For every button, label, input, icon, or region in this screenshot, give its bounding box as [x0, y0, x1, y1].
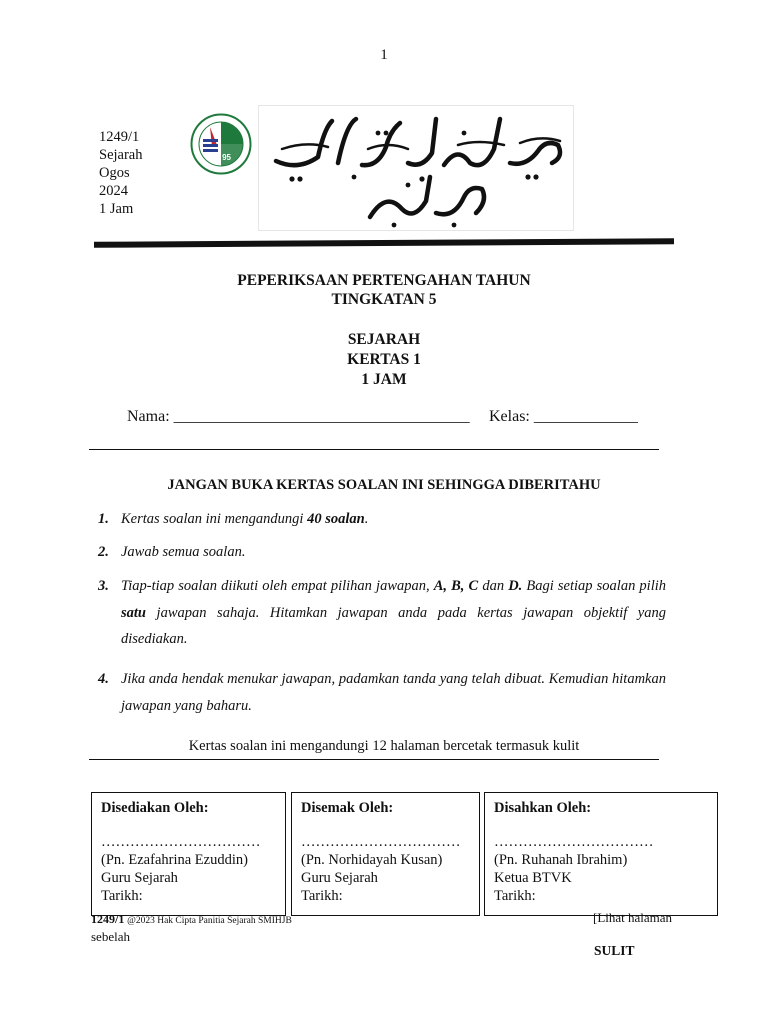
- signature-line: ……………………………: [494, 834, 654, 850]
- instruction-3: [98, 573, 666, 653]
- prepared-by-box: [91, 792, 286, 916]
- class-label: Kelas:: [489, 408, 530, 425]
- name-field[interactable]: [127, 408, 470, 426]
- instruction-number: 4.: [98, 671, 109, 687]
- box-title: Disahkan Oleh:: [494, 800, 592, 816]
- instruction-emphasis: 40 soalan: [307, 511, 365, 527]
- box-title: Disediakan Oleh:: [101, 800, 209, 816]
- warning-notice: JANGAN BUKA KERTAS SOALAN INI SEHINGGA DIBERITAHU: [167, 477, 601, 493]
- meta-month: Ogos: [99, 165, 130, 181]
- instruction-text: Tiap-tiap soalan diikuti oleh empat pilihan jawapan,: [121, 578, 434, 594]
- exam-subject: SEJARAH: [347, 331, 421, 348]
- instruction-emphasis: A, B, C: [433, 578, 479, 594]
- footer-copyright: @2023 Hak Cipta Panitia Sejarah SMIHJB: [127, 916, 292, 926]
- instruction-text: Kertas soalan ini mengandungi: [121, 511, 308, 527]
- checked-by-box: [291, 792, 480, 916]
- class-field[interactable]: [489, 408, 638, 426]
- instruction-text: dan: [478, 578, 509, 594]
- signature-date: Tarikh:: [101, 888, 143, 904]
- classification-label: SULIT: [594, 943, 635, 958]
- instruction-2: [98, 539, 666, 566]
- signature-date: Tarikh:: [494, 888, 536, 904]
- name-blank: _____________________________________: [173, 408, 470, 425]
- header-divider: [94, 238, 674, 248]
- name-label: Nama:: [127, 408, 170, 425]
- instruction-number: 2.: [98, 544, 109, 560]
- instruction-emphasis: D.: [508, 578, 523, 594]
- signatory-name: (Pn. Ezafahrina Ezuddin): [101, 852, 248, 868]
- meta-duration: 1 Jam: [99, 201, 134, 217]
- instruction-1: [98, 506, 666, 533]
- signature-line: ……………………………: [301, 834, 461, 850]
- signatory-role: Guru Sejarah: [101, 870, 178, 886]
- instruction-text: Bagi setiap soalan pilih: [522, 578, 667, 594]
- class-blank: _____________: [533, 408, 638, 425]
- signatory-name: (Pn. Norhidayah Kusan): [301, 852, 443, 868]
- instruction-text: jawapan sahaja. Hitamkan jawapan anda pada kertas jawapan objektif yang disediakan.: [121, 604, 666, 647]
- signatory-role: Guru Sejarah: [301, 870, 378, 886]
- signatory-name: (Pn. Ruhanah Ibrahim): [494, 852, 628, 868]
- page-count-note: Kertas soalan ini mengandungi 12 halaman bercetak termasuk kulit: [188, 738, 580, 754]
- footer-code: 1249/1: [91, 912, 125, 926]
- jawi-school-name-calligraphy: [258, 105, 574, 231]
- instruction-4: [98, 666, 666, 719]
- footer-divider: [89, 759, 659, 760]
- instruction-text: Jika anda hendak menukar jawapan, padamkan tanda yang telah dibuat. Kemudian hitamkan jawapan yang baharu.: [121, 671, 666, 714]
- signature-date: Tarikh:: [301, 888, 343, 904]
- instruction-emphasis: satu: [121, 604, 146, 621]
- signature-line: ……………………………: [101, 834, 261, 850]
- page-number: 1: [380, 47, 388, 63]
- instruction-text: Jawab semua soalan.: [121, 544, 246, 560]
- signatory-role: Ketua BTVK: [494, 870, 572, 886]
- footer-next-page: [Lihat halaman: [593, 910, 673, 925]
- box-title: Disemak Oleh:: [301, 800, 394, 816]
- meta-year: 2024: [99, 183, 128, 199]
- footer-continue: sebelah: [91, 929, 130, 944]
- footer-left: [91, 912, 292, 944]
- instruction-number: 3.: [98, 578, 109, 594]
- exam-title: PEPERIKSAAN PERTENGAHAN TAHUN: [237, 272, 531, 289]
- crest-year: 19 95: [210, 153, 232, 162]
- exam-duration: 1 JAM: [361, 371, 407, 388]
- exam-meta: [99, 128, 142, 218]
- school-crest-icon: [190, 113, 252, 175]
- section-divider: [89, 449, 659, 450]
- instruction-text: .: [364, 511, 369, 527]
- exam-form-level: TINGKATAN 5: [331, 291, 437, 308]
- instruction-number: 1.: [98, 511, 109, 527]
- approved-by-box: [484, 792, 718, 916]
- meta-subject: Sejarah: [99, 147, 143, 163]
- meta-code: 1249/1: [99, 129, 140, 145]
- exam-paper: KERTAS 1: [347, 351, 421, 368]
